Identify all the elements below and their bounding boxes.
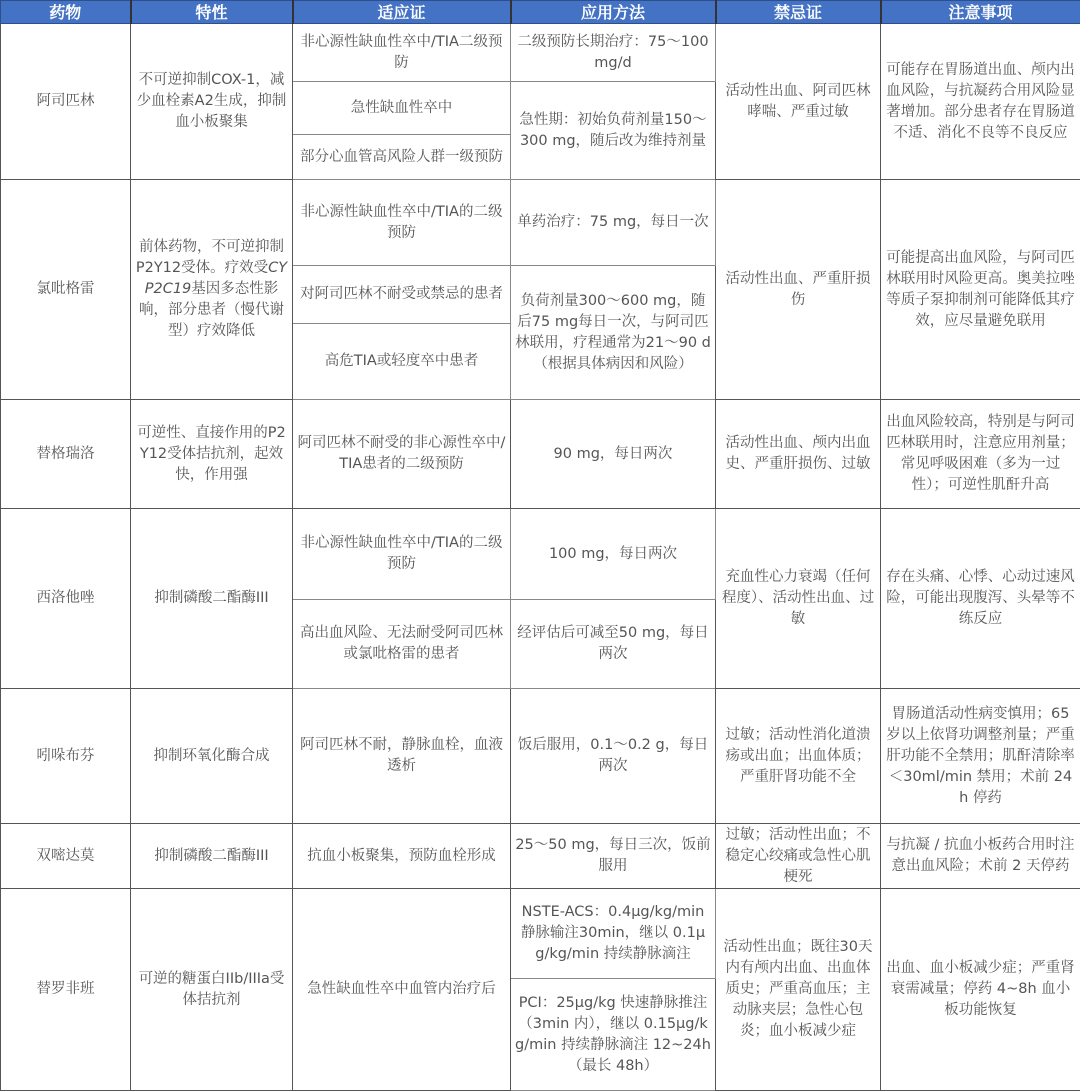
notes: 出血、血小板减少症；严重肾衰需减量；停药 4~8h 血小板功能恢复: [881, 889, 1080, 1091]
table-row: [1, 180, 1080, 266]
drug-name: 替罗非班: [1, 889, 131, 1091]
indication: 非心源性缺血性卒中/TIA的二级预防: [293, 509, 511, 600]
indication: 阿司匹林不耐，静脉血栓，血液透析: [293, 689, 511, 824]
table-row: [1, 689, 1080, 824]
drug-property: 可逆性、直接作用的P2Y12受体拮抗剂，起效快，作用强: [131, 400, 293, 509]
usage: 负荷剂量300～600 mg，随后75 mg每日一次，与阿司匹林联用，疗程通常为21～90 d（根据具体病因和风险）: [511, 266, 716, 400]
notes: 可能提高出血风险，与阿司匹林联用时风险更高。奥美拉唑等质子泵抑制剂可能降低其疗效，应尽量避免联用: [881, 180, 1080, 400]
usage: NSTE-ACS：0.4μg/kg/min 静脉输注30min，继以 0.1μg/kg/min 持续静脉滴注: [511, 889, 716, 979]
table-row: [1, 824, 1080, 889]
indication: 非心源性缺血性卒中/TIA二级预防: [293, 24, 511, 82]
indication: 高出血风险、无法耐受阿司匹林或氯吡格雷的患者: [293, 600, 511, 689]
indication: 阿司匹林不耐受的非心源性卒中/TIA患者的二级预防: [293, 400, 511, 509]
drug-name: 双嘧达莫: [1, 824, 131, 889]
drug-name: 氯吡格雷: [1, 180, 131, 400]
notes: 胃肠道活动性病变慎用；65 岁以上依肾功调整剂量；严重肝功能不全禁用；肌酐清除率＜30ml/min 禁用；术前 24h 停药: [881, 689, 1080, 824]
indication: 对阿司匹林不耐受或禁忌的患者: [293, 266, 511, 324]
drug-name: 替格瑞洛: [1, 400, 131, 509]
contraindication: 充血性心力衰竭（任何程度）、活动性出血、过敏: [716, 509, 881, 689]
drug-name: 吲哚布芬: [1, 689, 131, 824]
table-row: [1, 400, 1080, 509]
indication: 部分心血管高风险人群一级预防: [293, 135, 511, 180]
indication: 非心源性缺血性卒中/TIA的二级预防: [293, 180, 511, 266]
header-indication: 适应证: [293, 1, 511, 24]
indication: 急性缺血性卒中血管内治疗后: [293, 889, 511, 1091]
usage: 90 mg，每日两次: [511, 400, 716, 509]
contraindication: 过敏；活动性出血；不稳定心绞痛或急性心肌梗死: [716, 824, 881, 889]
gene-name: CYP2C19: [145, 260, 287, 297]
notes: 可能存在胃肠道出血、颅内出血风险，与抗凝药合用风险显著增加。部分患者存在胃肠道不适、消化不良等不良反应: [881, 24, 1080, 180]
property-text: 基因多态性影响，部分患者（慢代谢型）疗效降低: [139, 281, 284, 339]
usage: 二级预防长期治疗：75～100 mg/d: [511, 24, 716, 82]
drug-property: 可逆的糖蛋白IIb/IIIa受体拮抗剂: [131, 889, 293, 1091]
drug-property: 抑制磷酸二酯酶III: [131, 509, 293, 689]
usage: 100 mg，每日两次: [511, 509, 716, 600]
drug-name: 阿司匹林: [1, 24, 131, 180]
usage: 单药治疗：75 mg，每日一次: [511, 180, 716, 266]
header-property: 特性: [131, 1, 293, 24]
notes: 出血风险较高，特别是与阿司匹林联用时，注意应用剂量；常见呼吸困难（多为一过性）；可逆性肌酐升高: [881, 400, 1080, 509]
usage: 经评估后可减至50 mg，每日两次: [511, 600, 716, 689]
header-drug: 药物: [1, 1, 131, 24]
contraindication: 活动性出血、阿司匹林哮喘、严重过敏: [716, 24, 881, 180]
usage: PCI：25μg/kg 快速静脉推注（3min 内），继以 0.15μg/kg/min 持续静脉滴注 12~24h（最长 48h）: [511, 979, 716, 1091]
drug-property: 不可逆抑制COX-1，减少血栓素A2生成，抑制血小板聚集: [131, 24, 293, 180]
header-contraindication: 禁忌证: [716, 1, 881, 24]
contraindication: 活动性出血；既往30天内有颅内出血、出血体质史；严重高血压；主动脉夹层；急性心包炎；血小板减少症: [716, 889, 881, 1091]
contraindication: 活动性出血、严重肝损伤: [716, 180, 881, 400]
header-notes: 注意事项: [881, 1, 1080, 24]
header-usage: 应用方法: [511, 1, 716, 24]
usage: 25～50 mg，每日三次，饭前服用: [511, 824, 716, 889]
property-text: 前体药物，不可逆抑制P2Y12受体。疗效受: [136, 239, 284, 276]
drug-property: 抑制磷酸二酯酶III: [131, 824, 293, 889]
table-row: [1, 889, 1080, 979]
drug-property: [131, 180, 293, 400]
notes: 与抗凝 / 抗血小板药合用时注意出血风险；术前 2 天停药: [881, 824, 1080, 889]
table-row: [1, 509, 1080, 600]
contraindication: 活动性出血、颅内出血史、严重肝损伤、过敏: [716, 400, 881, 509]
header-row: [1, 1, 1080, 24]
drug-property: 抑制环氧化酶合成: [131, 689, 293, 824]
indication: 高危TIA或轻度卒中患者: [293, 324, 511, 400]
indication: 抗血小板聚集，预防血栓形成: [293, 824, 511, 889]
indication: 急性缺血性卒中: [293, 82, 511, 135]
usage: 急性期：初始负荷剂量150～300 mg，随后改为维持剂量: [511, 82, 716, 180]
contraindication: 过敏；活动性消化道溃疡或出血；出血体质；严重肝肾功能不全: [716, 689, 881, 824]
drug-name: 西洛他唑: [1, 509, 131, 689]
table-row: [1, 24, 1080, 82]
usage: 饭后服用，0.1～0.2 g，每日两次: [511, 689, 716, 824]
notes: 存在头痛、心悸、心动过速风险，可能出现腹泻、头晕等不练反应: [881, 509, 1080, 689]
